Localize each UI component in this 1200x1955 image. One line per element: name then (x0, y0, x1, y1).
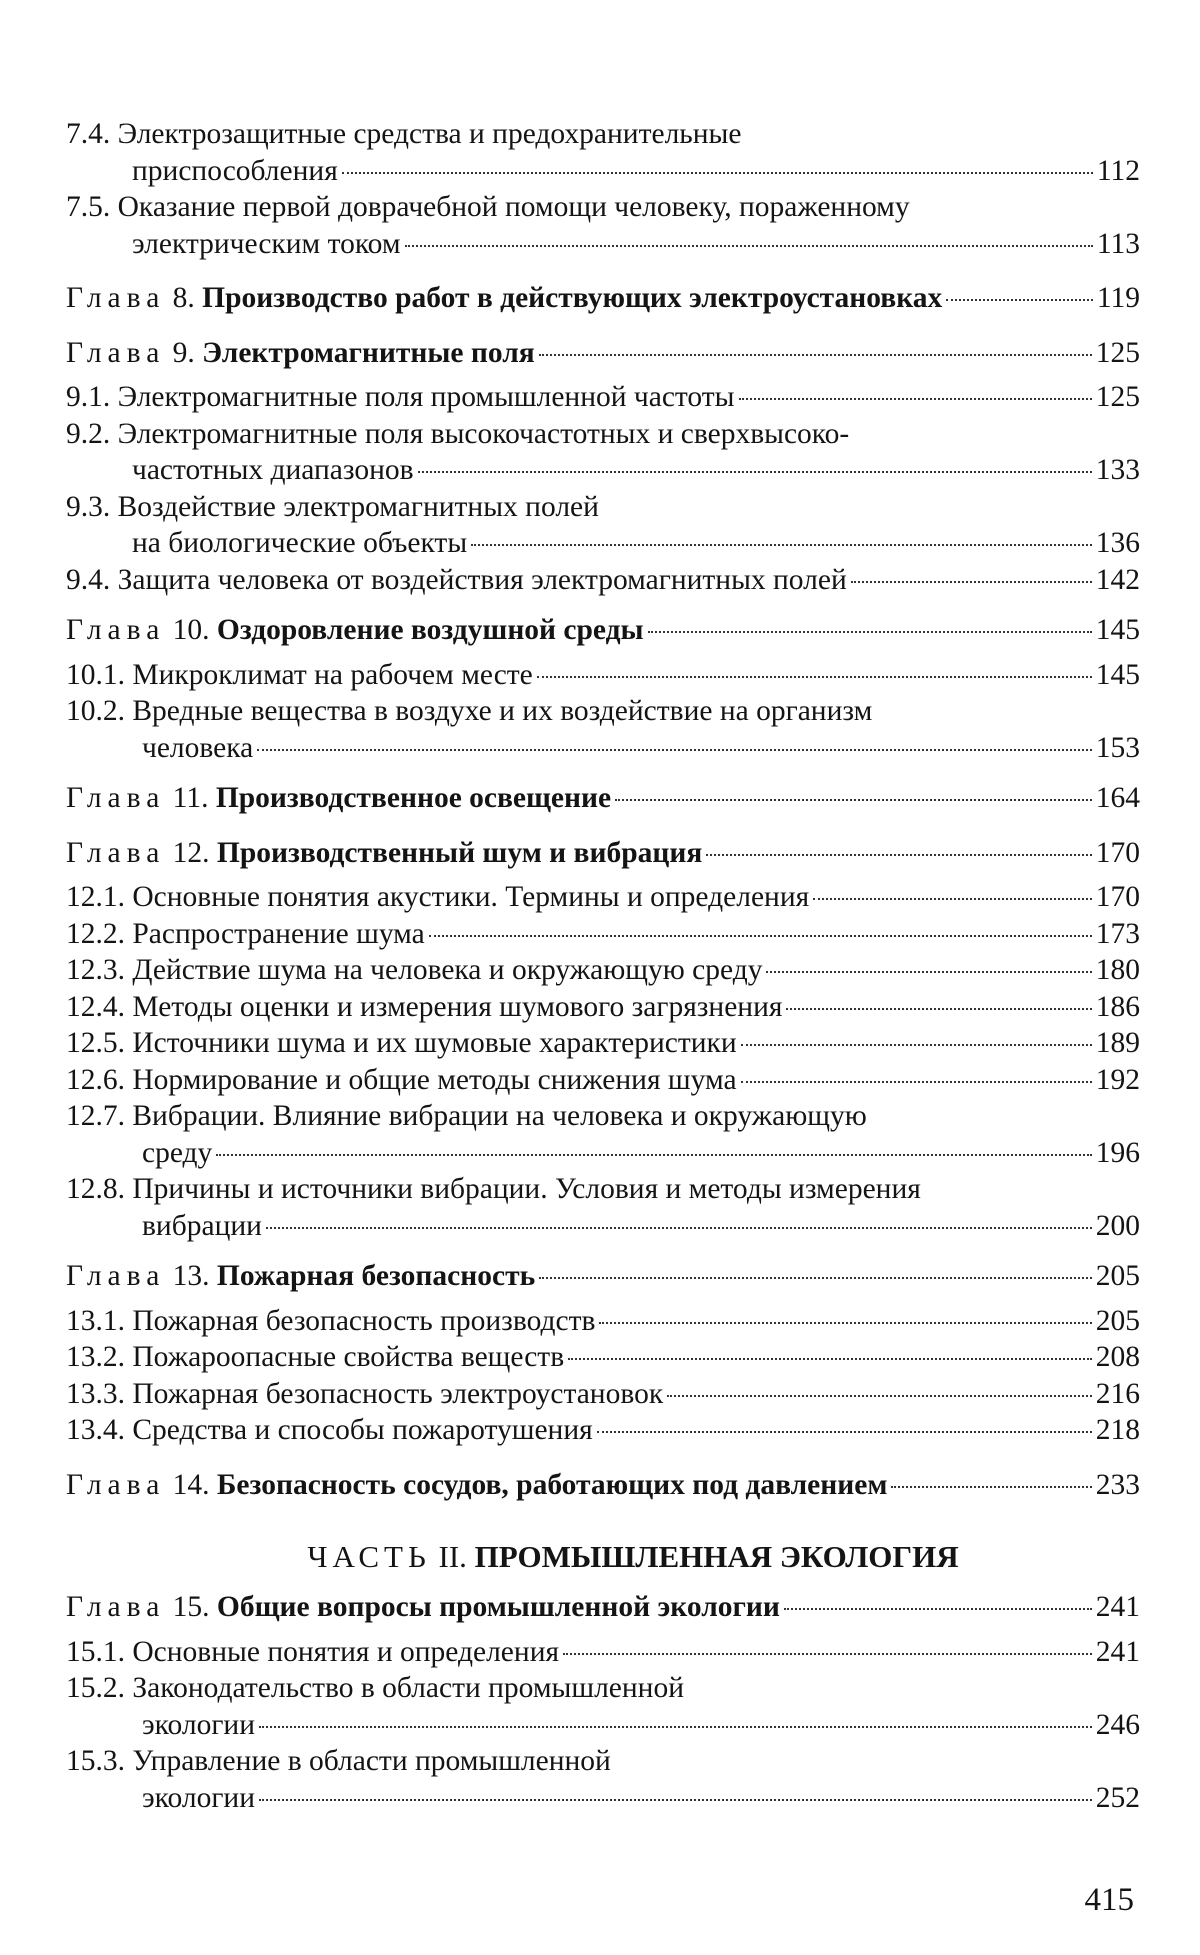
toc-chapter-14: Глава 14. Безопасность сосудов, работающих под давлением 233 (66, 1468, 1140, 1501)
toc-entry-12-6: 12.6. Нормирование и общие методы снижения шума 192 (66, 1063, 1140, 1096)
toc-entry-12-7: 12.7. Вибрации. Влияние вибрации на человека и окружающую среду 196 (66, 1100, 1140, 1169)
toc-entry-12-1: 12.1. Основные понятия акустики. Термины и определения 170 (66, 881, 1140, 913)
toc-entry-10-1: 10.1. Микроклимат на рабочем месте 145 (66, 658, 1140, 691)
toc-chapter-13: Глава 13. Пожарная безопасность 205 (66, 1260, 1140, 1292)
toc-entry-9-4: 9.4. Защита человека от воздействия электромагнитных полей 142 (66, 563, 1140, 596)
toc-chapter-15: Глава 15. Общие вопросы промышленной экологии 241 (66, 1591, 1140, 1623)
toc-entry-12-5: 12.5. Источники шума и их шумовые характеристики 189 (66, 1027, 1140, 1059)
toc-entry-10-2: 10.2. Вредные вещества в воздухе и их воздействие на организм человека 153 (66, 695, 1140, 764)
toc-entry-12-8: 12.8. Причины и источники вибрации. Условия и методы измерения вибрации 200 (66, 1173, 1140, 1242)
toc-chapter-8: Глава 8. Производство работ в действующих электроустановках 119 (66, 282, 1140, 314)
toc-chapter-9: Глава 9. Электромагнитные поля 125 (66, 336, 1140, 369)
toc-entry-15-2: 15.2. Законодательство в области промышленной экологии 246 (66, 1672, 1140, 1741)
toc-entry-12-4: 12.4. Методы оценки и измерения шумового загрязнения 186 (66, 990, 1140, 1023)
toc-entry-13-4: 13.4. Средства и способы пожаротушения 218 (66, 1414, 1140, 1446)
toc-entry-9-3: 9.3. Воздействие электромагнитных полей на биологические объекты 136 (66, 490, 1140, 559)
page-number: 415 (1084, 1882, 1134, 1918)
toc-entry-13-3: 13.3. Пожарная безопасность электроустановок 216 (66, 1377, 1140, 1410)
toc-entry-12-2: 12.2. Распространение шума 173 (66, 917, 1140, 950)
page-ref: 113 (1096, 227, 1140, 260)
toc-chapter-11: Глава 11. Производственное освещение 164 (66, 782, 1140, 814)
toc-entry-7-5: 7.5. Оказание первой доврачебной помощи человеку, пораженному электрическим током 113 (66, 189, 1140, 262)
toc-entry-7-4: 7.4. Электрозащитные средства и предохранительные приспособления 112 (66, 116, 1140, 189)
toc-chapter-10: Глава 10. Оздоровление воздушной среды 145 (66, 614, 1140, 646)
toc-entry-12-3: 12.3. Действие шума на человека и окружающую среду 180 (66, 954, 1140, 986)
table-of-contents (66, 116, 1140, 1816)
toc-entry-13-2: 13.2. Пожароопасные свойства веществ 208 (66, 1341, 1140, 1373)
toc-entry-15-1: 15.1. Основные понятия и определения 241 (66, 1635, 1140, 1668)
page-ref: 112 (1096, 154, 1140, 187)
toc-part-2-heading: ЧАСТЬ II. ПРОМЫШЛЕННАЯ ЭКОЛОГИЯ (307, 1539, 959, 1574)
toc-chapter-12: Глава 12. Производственный шум и вибрация 170 (66, 836, 1140, 869)
toc-entry-9-1: 9.1. Электромагнитные поля промышленной частоты 125 (66, 381, 1140, 413)
toc-entry-13-1: 13.1. Пожарная безопасность производств 205 (66, 1304, 1140, 1337)
toc-entry-9-2: 9.2. Электромагнитные поля высокочастотных и сверхвысоко- частотных диапазонов 133 (66, 417, 1140, 486)
toc-entry-15-3: 15.3. Управление в области промышленной экологии 252 (66, 1745, 1140, 1814)
